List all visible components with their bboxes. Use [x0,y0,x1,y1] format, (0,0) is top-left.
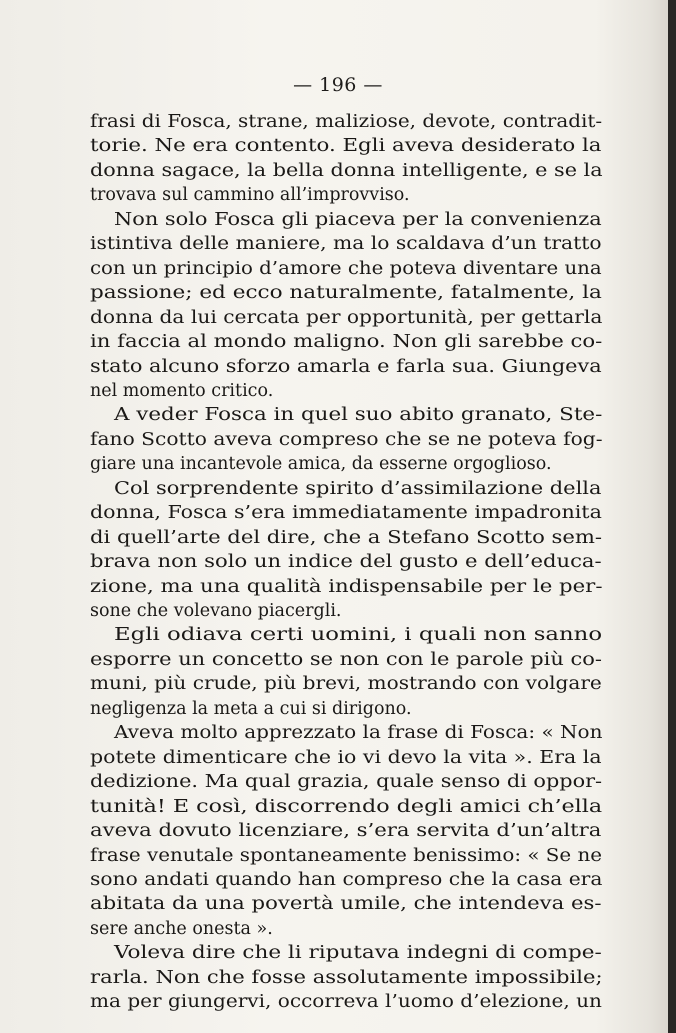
text-line: trovava sul cammino all’improvviso. [90,185,410,206]
text-line: negligenza la meta a cui si dirigono. [90,698,412,719]
text-line: donna, Fosca s’era immediatamente impadronita [90,503,602,524]
text-line: aveva dovuto licenziare, s’era servita d’un’altra [90,821,602,842]
text-line: muni, più crude, più brevi, mostrando con volgare [90,674,602,695]
page-number: — 196 — [293,74,383,96]
text-line: torie. Ne era contento. Egli aveva desiderato la [90,136,602,157]
text-line: Non solo Fosca gli piaceva per la convenienza [114,209,602,230]
text-line: zione, ma una qualità indispensabile per le per- [90,576,603,597]
text-line: donna da lui cercata per opportunità, per gettarla [90,307,603,328]
text-line: stato alcuno sforzo amarla e farla sua. Giungeva [90,356,602,377]
text-line: nel momento critico. [90,380,274,401]
text-line: Aveva molto apprezzato la frase di Fosca: « Non [114,723,603,744]
text-line: esporre un concetto se non con le parole più co- [90,649,602,670]
text-line: A veder Fosca in quel suo abito granato, Ste- [114,405,603,426]
text-line: sono andati quando han compreso che la casa era [90,869,603,890]
text-line: Voleva dire che li riputava indegni di compe- [114,943,602,964]
text-line: fano Scotto aveva compreso che se ne poteva fog- [90,429,603,450]
text-line: sone che volevano piacergli. [90,601,342,621]
text-line: in faccia al mondo maligno. Non gli sarebbe co- [90,332,603,353]
text-line: di quell’arte del dire, che a Stefano Scotto sem- [90,527,603,548]
text-line: abitata da una povertà umile, che intendeva es- [90,894,602,915]
text-line: ma per giungervi, occorreva l’uomo d’elezione, un [90,992,602,1013]
text-line: Col sorprendente spirito d’assimilazione della [114,478,602,499]
text-line: sere anche onesta ». [90,918,273,939]
text-line: dedizione. Ma qual grazia, quale senso di oppor- [90,772,603,793]
text-line: Egli odiava certi uomini, i quali non sanno [114,625,603,646]
text-line: donna sagace, la bella donna intelligente, e se la [90,160,603,181]
text-line: potete dimenticare che io vi devo la vita ». Era la [90,747,602,768]
text-line: passione; ed ecco naturalmente, fatalmente, la [90,283,602,304]
text-line: rarla. Non che fosse assolutamente impossibile; [90,967,603,988]
text-line: brava non solo un indice del gusto e dell’educa- [90,552,602,573]
text-line: frasi di Fosca, strane, maliziose, devote, contradit- [90,112,603,132]
text-line: istintiva delle maniere, ma lo scaldava d’un tratto [90,234,602,255]
text-line: tunità! E così, discorrendo degli amici ch’ella [90,796,603,817]
text-line: con un principio d’amore che poteva diventare una [90,258,602,279]
binding-edge [668,0,676,1033]
text-line: giare una incantevole amica, da esserne orgoglioso. [90,454,552,475]
text-line: frase venutale spontaneamente benissimo: « Se ne [90,845,603,866]
